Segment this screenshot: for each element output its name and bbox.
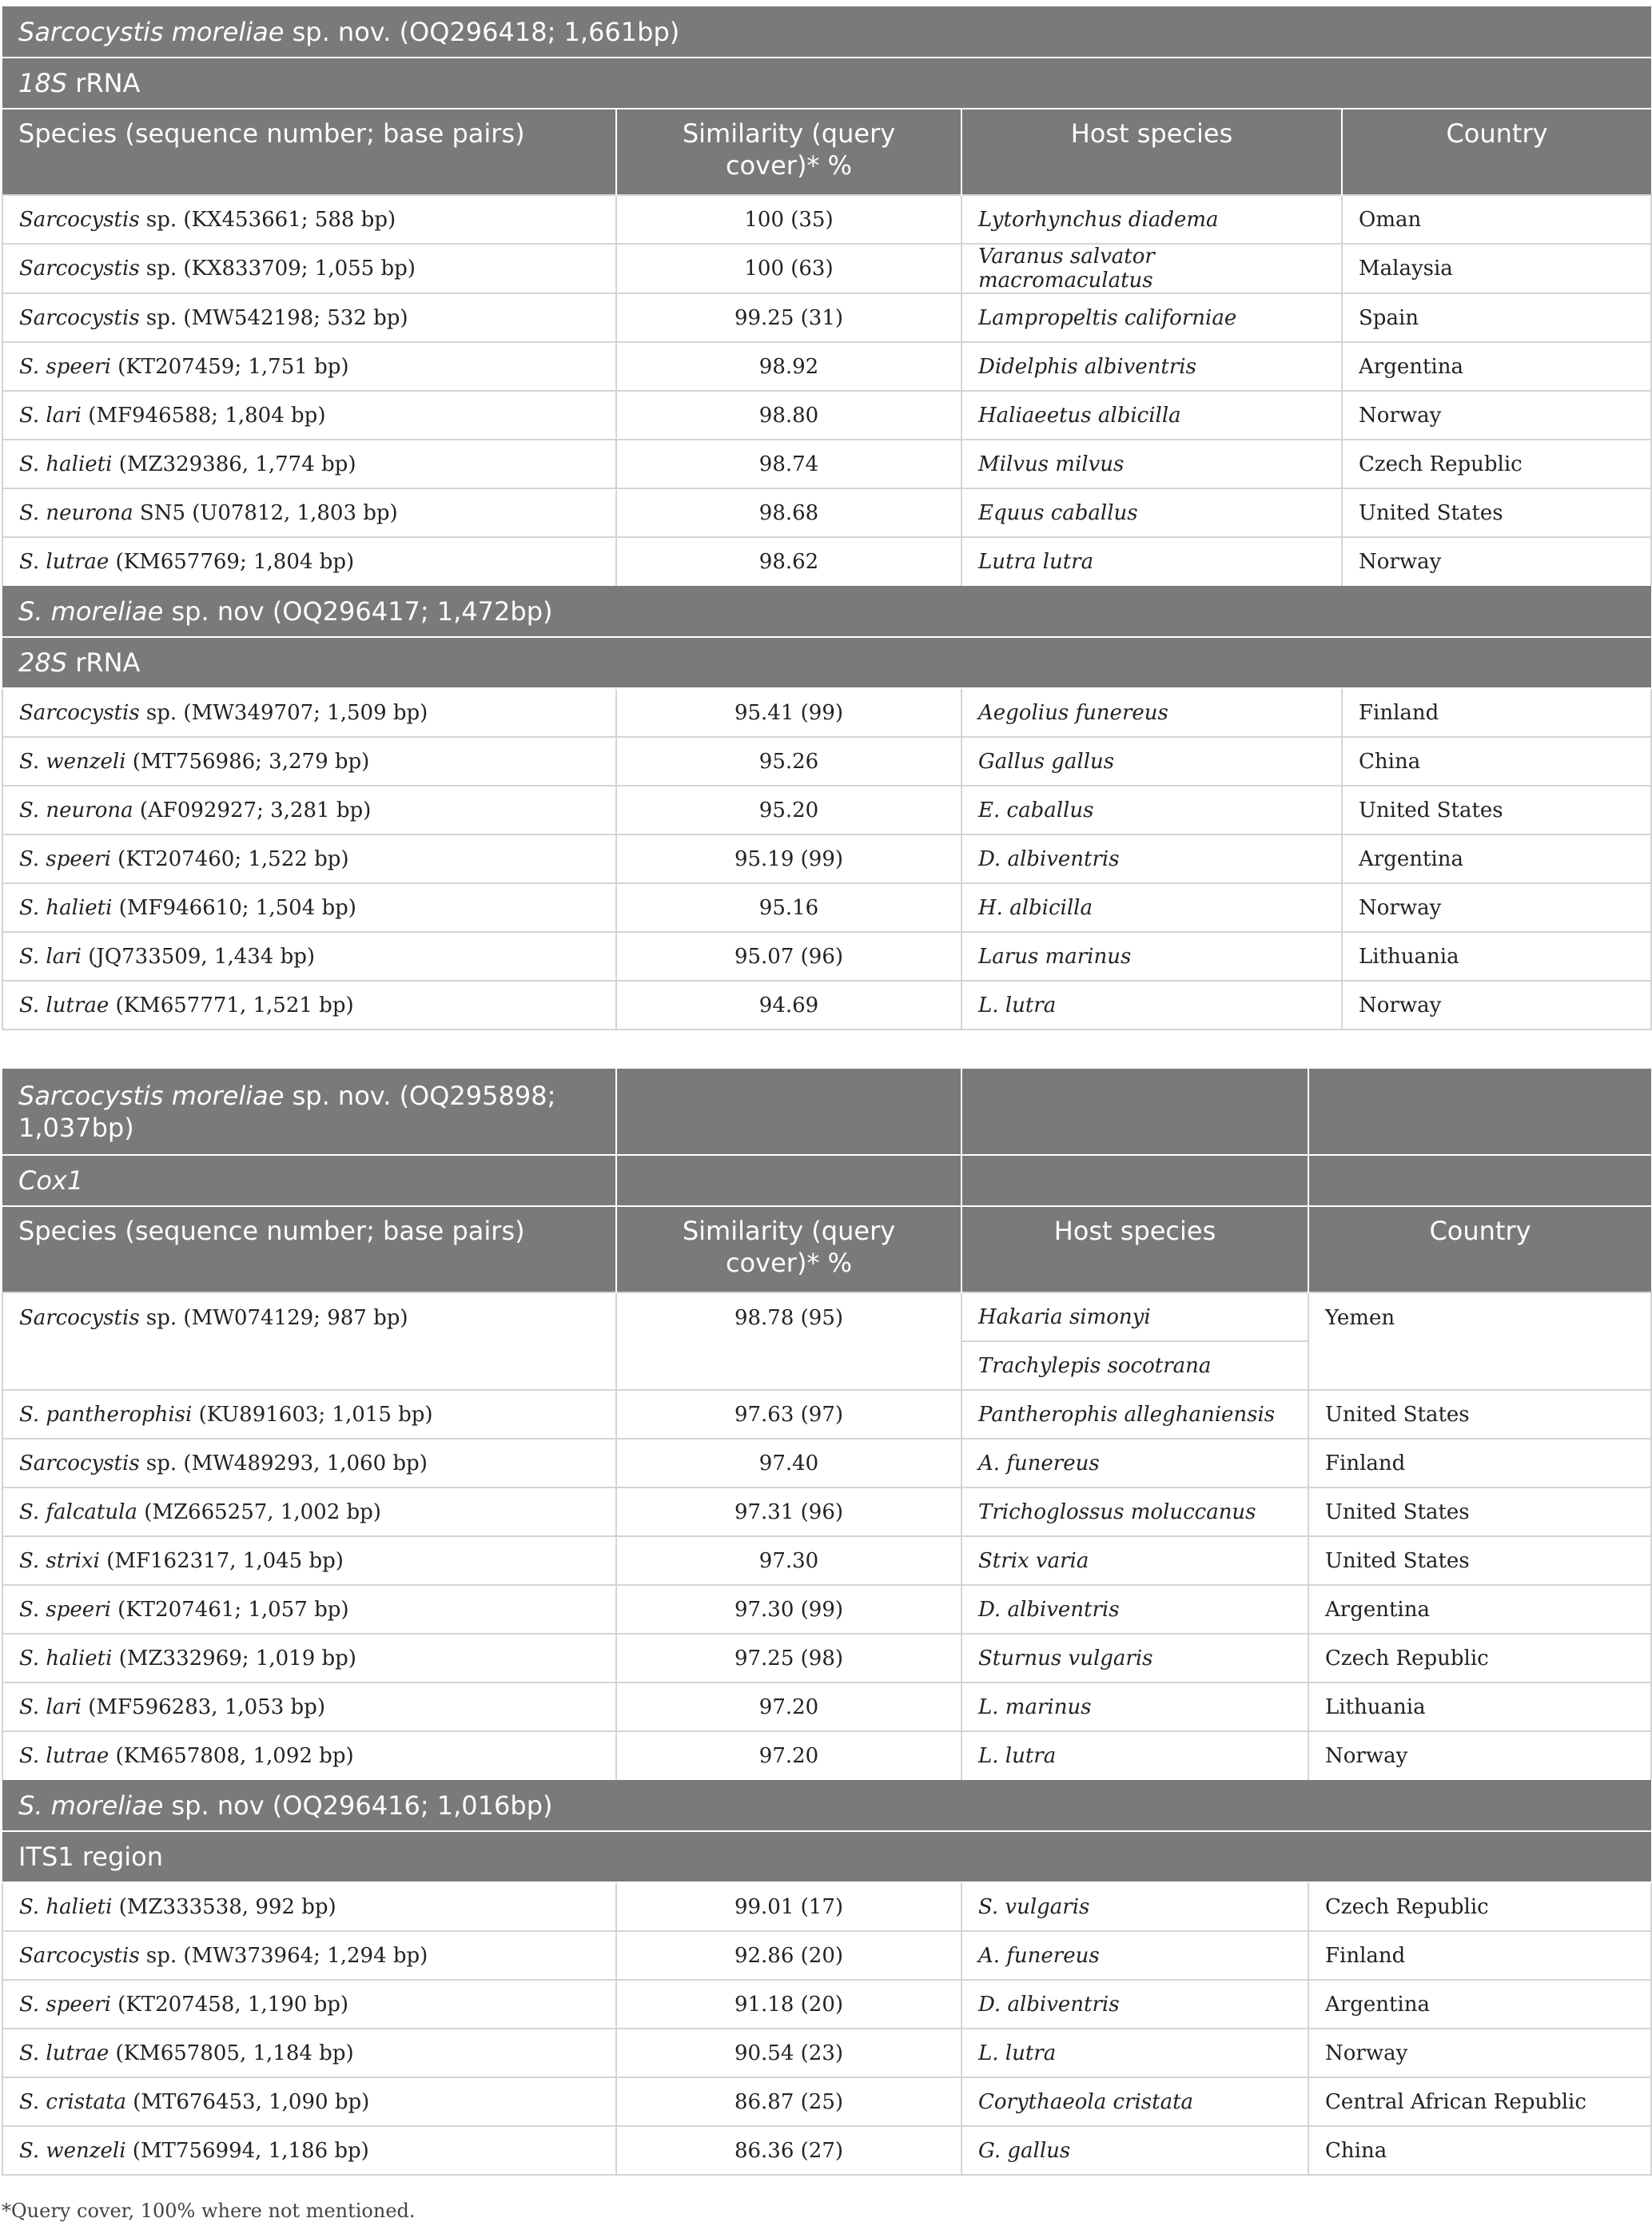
similarity-cell: 95.19 (99) <box>616 834 961 883</box>
host-cell: Larus marinus <box>961 932 1342 981</box>
country-cell: China <box>1308 2126 1651 2175</box>
title-species: Sarcocystis moreliae <box>18 16 285 47</box>
host-cell: L. lutra <box>961 981 1342 1029</box>
table-row <box>2 1390 1651 1439</box>
rows-cox1 <box>2 1390 1651 1780</box>
host-cell: Lutra lutra <box>961 537 1342 586</box>
country-cell: Yemen <box>1308 1292 1651 1390</box>
gene-rest: rRNA <box>67 647 141 678</box>
host-cell: Didelphis albiventris <box>961 342 1342 391</box>
species-italic: S. lari <box>19 1694 82 1719</box>
host-cell: Sturnus vulgaris <box>961 1634 1308 1682</box>
species-italic: S. speeri <box>19 1992 111 2017</box>
col-similarity-header: Similarity (query cover)* % <box>616 109 961 195</box>
species-italic: S. speeri <box>19 1597 111 1622</box>
gene-name: 28S <box>18 647 68 678</box>
species-cell <box>2 2077 616 2126</box>
species-italic: S. neurona <box>19 500 133 525</box>
host-cell: Aegolius funereus <box>961 688 1342 737</box>
table-row <box>2 834 1651 883</box>
country-cell: Norway <box>1308 2029 1651 2077</box>
similarity-cell: 94.69 <box>616 981 961 1029</box>
species-cell <box>2 1536 616 1585</box>
similarity-cell: 98.68 <box>616 488 961 537</box>
similarity-cell: 98.92 <box>616 342 961 391</box>
table-row <box>2 293 1651 342</box>
species-cell <box>2 195 616 244</box>
species-cell <box>2 537 616 586</box>
similarity-cell: 98.78 (95) <box>616 1292 961 1390</box>
section-cox1-row <box>2 1155 1651 1206</box>
host-cell: Trichoglossus moluccanus <box>961 1487 1308 1536</box>
similarity-cell: 97.31 (96) <box>616 1487 961 1536</box>
similarity-cell: 98.62 <box>616 537 961 586</box>
species-rest: SN5 (U07812, 1,803 bp) <box>133 500 398 525</box>
table-row <box>2 440 1651 488</box>
species-cell <box>2 786 616 834</box>
species-cell <box>2 244 616 293</box>
table-row <box>2 786 1651 834</box>
host-cell: L. marinus <box>961 1682 1308 1731</box>
title-rest: sp. nov. (OQ296418; 1,661bp) <box>284 16 680 47</box>
species-italic: S. wenzeli <box>19 2138 126 2163</box>
table-row <box>2 1980 1651 2029</box>
table-row <box>2 2077 1651 2126</box>
country-cell: Argentina <box>1342 342 1651 391</box>
species-rest: sp. (MW373964; 1,294 bp) <box>139 1943 428 1968</box>
section-18s-label <box>2 58 1651 109</box>
section2-rest: sp. nov (OQ296417; 1,472bp) <box>163 595 553 627</box>
table-row <box>2 1439 1651 1487</box>
table-row <box>2 1931 1651 1980</box>
species-cell <box>2 688 616 737</box>
section-its1-title <box>2 1780 1651 1831</box>
species-italic: S. lari <box>19 944 82 969</box>
species-cell <box>2 391 616 440</box>
table-row <box>2 244 1651 293</box>
species-italic: S. pantherophisi <box>19 1402 193 1427</box>
species-rest: (MZ329386, 1,774 bp) <box>112 452 356 476</box>
similarity-cell: 98.80 <box>616 391 961 440</box>
table-row <box>2 488 1651 537</box>
species-cell <box>2 293 616 342</box>
species-rest: sp. (KX453661; 588 bp) <box>139 207 396 232</box>
similarity-cell: 95.20 <box>616 786 961 834</box>
species-italic: Sarcocystis <box>19 1451 140 1475</box>
section-28s-title-row <box>2 586 1651 637</box>
footnote: *Query cover, 100% where not mentioned. <box>2 2200 416 2222</box>
species-italic: Sarcocystis <box>19 257 140 281</box>
species-rest: (KT207458, 1,190 bp) <box>110 1992 349 2017</box>
species-italic: S. lutrae <box>19 2041 109 2065</box>
col-species-header: Species (sequence number; base pairs) <box>2 1206 616 1292</box>
host-cell: L. lutra <box>961 1731 1308 1780</box>
species-rest: (MT676453, 1,090 bp) <box>125 2089 370 2114</box>
species-rest: (MZ665257, 1,002 bp) <box>137 1499 381 1524</box>
section-28s-title <box>2 586 1651 637</box>
species-rest: (MF946588; 1,804 bp) <box>81 403 326 428</box>
col-similarity-header: Similarity (query cover)* % <box>616 1206 961 1292</box>
rows-18s <box>2 195 1651 586</box>
col-host-header: Host species <box>961 1206 1308 1292</box>
species-italic: S. lutrae <box>19 550 109 574</box>
section-its1-row <box>2 1831 1651 1882</box>
table-row <box>2 1536 1651 1585</box>
host-cell: A. funereus <box>961 1931 1308 1980</box>
species-rest: (MF596283, 1,053 bp) <box>81 1694 325 1719</box>
host-cell: Lytorhynchus diadema <box>961 195 1342 244</box>
species-rest: (MT756994, 1,186 bp) <box>125 2138 369 2163</box>
table1-title <box>2 6 1651 58</box>
country-cell: Norway <box>1308 1731 1651 1780</box>
species-italic: Sarcocystis <box>19 207 140 232</box>
similarity-cell: 97.20 <box>616 1731 961 1780</box>
species-rest: (KT207459; 1,751 bp) <box>110 354 349 379</box>
country-cell: China <box>1342 737 1651 786</box>
section-28s-label <box>2 637 1651 688</box>
country-cell: Czech Republic <box>1342 440 1651 488</box>
species-cell <box>2 342 616 391</box>
table-row <box>2 1585 1651 1634</box>
host-cell: D. albiventris <box>961 1585 1308 1634</box>
table-row <box>2 195 1651 244</box>
table2-title <box>2 1069 616 1155</box>
section-28s-row <box>2 637 1651 688</box>
section-18s-row <box>2 58 1651 109</box>
country-cell: Czech Republic <box>1308 1634 1651 1682</box>
country-cell: Oman <box>1342 195 1651 244</box>
host-cell: D. albiventris <box>961 1980 1308 2029</box>
species-italic: S. wenzeli <box>19 749 126 774</box>
host-cell: S. vulgaris <box>961 1882 1308 1931</box>
species-cell <box>2 1980 616 2029</box>
gene-name: Cox1 <box>18 1165 84 1196</box>
host-cell: Milvus milvus <box>961 440 1342 488</box>
table-row <box>2 2029 1651 2077</box>
host-cell: Hakaria simonyi <box>961 1292 1308 1341</box>
similarity-cell: 100 (63) <box>616 244 961 293</box>
similarity-cell: 95.41 (99) <box>616 688 961 737</box>
country-cell: United States <box>1342 786 1651 834</box>
country-cell: Argentina <box>1308 1585 1651 1634</box>
table-row <box>2 537 1651 586</box>
host-cell: Pantherophis alleghaniensis <box>961 1390 1308 1439</box>
species-cell <box>2 834 616 883</box>
species-italic: S. halieti <box>19 1646 113 1671</box>
section-empty-cell <box>1308 1155 1651 1206</box>
similarity-cell: 97.40 <box>616 1439 961 1487</box>
species-cell <box>2 1390 616 1439</box>
host-cell: Corythaeola cristata <box>961 2077 1308 2126</box>
col-species-header: Species (sequence number; base pairs) <box>2 109 616 195</box>
col-host-header: Host species <box>961 109 1342 195</box>
section2-rest: sp. nov (OQ296416; 1,016bp) <box>163 1790 553 1821</box>
similarity-cell: 97.25 (98) <box>616 1634 961 1682</box>
species-italic: S. falcatula <box>19 1499 137 1524</box>
section-its1-label: ITS1 region <box>2 1831 1651 1882</box>
species-rest: sp. (KX833709; 1,055 bp) <box>139 257 416 281</box>
country-cell: Malaysia <box>1342 244 1651 293</box>
species-rest: (KT207460; 1,522 bp) <box>110 846 349 871</box>
table-row <box>2 737 1651 786</box>
title-empty-cell <box>961 1069 1308 1155</box>
similarity-cell: 92.86 (20) <box>616 1931 961 1980</box>
host-cell: Lampropeltis californiae <box>961 293 1342 342</box>
table2-title-row <box>2 1069 1651 1155</box>
species-cell <box>2 1931 616 1980</box>
similarity-cell: 91.18 (20) <box>616 1980 961 2029</box>
species-rest: (JQ733509, 1,434 bp) <box>81 944 316 969</box>
gene-name: 18S <box>18 68 68 98</box>
species-italic: S. speeri <box>19 354 111 379</box>
title-empty-cell <box>1308 1069 1651 1155</box>
host-cell: G. gallus <box>961 2126 1308 2175</box>
species-cell <box>2 1882 616 1931</box>
title-species: Sarcocystis moreliae <box>18 1080 285 1111</box>
table-row <box>2 1292 1651 1341</box>
species-rest: (MT756986; 3,279 bp) <box>125 749 370 774</box>
species-cell <box>2 1634 616 1682</box>
table-cox1-its1 <box>2 1069 1652 2176</box>
host-cell: Varanus salvator macromaculatus <box>961 244 1342 293</box>
species-italic: Sarcocystis <box>19 700 140 725</box>
species-cell <box>2 1439 616 1487</box>
country-cell: Spain <box>1342 293 1651 342</box>
similarity-cell: 86.87 (25) <box>616 2077 961 2126</box>
species-cell <box>2 2029 616 2077</box>
similarity-cell: 90.54 (23) <box>616 2029 961 2077</box>
species-italic: Sarcocystis <box>19 1943 140 1968</box>
country-cell: Finland <box>1308 1931 1651 1980</box>
species-rest: (AF092927; 3,281 bp) <box>133 798 372 822</box>
host-cell: H. albicilla <box>961 883 1342 932</box>
country-cell: United States <box>1342 488 1651 537</box>
species-rest: (MF162317, 1,045 bp) <box>99 1548 344 1573</box>
table-row <box>2 932 1651 981</box>
country-cell: Finland <box>1308 1439 1651 1487</box>
host-cell: D. albiventris <box>961 834 1342 883</box>
species-italic: Sarcocystis <box>19 305 140 330</box>
species-rest: sp. (MW349707; 1,509 bp) <box>139 700 428 725</box>
col-country-header: Country <box>1342 109 1651 195</box>
species-cell <box>2 932 616 981</box>
species-italic: S. strixi <box>19 1548 100 1573</box>
species-italic: S. lutrae <box>19 993 109 1017</box>
table1-header-row <box>2 109 1651 195</box>
species-rest: (MZ332969; 1,019 bp) <box>112 1646 356 1671</box>
similarity-cell: 99.25 (31) <box>616 293 961 342</box>
table-row <box>2 1682 1651 1731</box>
country-cell: Norway <box>1342 391 1651 440</box>
host-cell: Haliaeetus albicilla <box>961 391 1342 440</box>
section-cox1-label <box>2 1155 616 1206</box>
species-italic: S. lutrae <box>19 1744 109 1768</box>
species-italic: S. halieti <box>19 1894 113 1919</box>
species-cell <box>2 1487 616 1536</box>
rows-its1 <box>2 1882 1651 2175</box>
section2-species: S. moreliae <box>18 1790 164 1821</box>
table-row <box>2 342 1651 391</box>
country-cell: United States <box>1308 1390 1651 1439</box>
country-cell: Lithuania <box>1342 932 1651 981</box>
host-cell: E. caballus <box>961 786 1342 834</box>
section2-species: S. moreliae <box>18 595 164 627</box>
country-cell: Lithuania <box>1308 1682 1651 1731</box>
species-italic: S. halieti <box>19 452 113 476</box>
table-row <box>2 391 1651 440</box>
species-italic: S. halieti <box>19 895 113 920</box>
species-cell <box>2 1292 616 1390</box>
species-cell <box>2 981 616 1029</box>
similarity-cell: 97.20 <box>616 1682 961 1731</box>
similarity-cell: 99.01 (17) <box>616 1882 961 1931</box>
species-rest: (KM657769; 1,804 bp) <box>109 550 355 574</box>
table-18s-28s <box>2 6 1652 1030</box>
similarity-cell: 97.30 <box>616 1536 961 1585</box>
country-cell: Central African Republic <box>1308 2077 1651 2126</box>
country-cell: United States <box>1308 1487 1651 1536</box>
host-cell: Strix varia <box>961 1536 1308 1585</box>
table-row <box>2 1487 1651 1536</box>
species-rest: sp. (MW489293, 1,060 bp) <box>139 1451 428 1475</box>
table-row <box>2 1731 1651 1780</box>
species-italic: S. cristata <box>19 2089 126 2114</box>
similarity-cell: 98.74 <box>616 440 961 488</box>
title-empty-cell <box>616 1069 961 1155</box>
species-italic: S. speeri <box>19 846 111 871</box>
species-rest: (KT207461; 1,057 bp) <box>110 1597 349 1622</box>
gene-rest: rRNA <box>67 68 141 98</box>
table1-title-row <box>2 6 1651 58</box>
table-row <box>2 981 1651 1029</box>
species-italic: Sarcocystis <box>19 1306 140 1330</box>
host-cell: A. funereus <box>961 1439 1308 1487</box>
section-empty-cell <box>616 1155 961 1206</box>
host-cell: Equus caballus <box>961 488 1342 537</box>
species-cell <box>2 1731 616 1780</box>
section-its1-title-row <box>2 1780 1651 1831</box>
country-cell: Norway <box>1342 537 1651 586</box>
species-rest: (MF946610; 1,504 bp) <box>112 895 356 920</box>
species-cell <box>2 1682 616 1731</box>
species-rest: (KM657771, 1,521 bp) <box>109 993 354 1017</box>
species-rest: (MZ333538, 992 bp) <box>112 1894 336 1919</box>
species-cell <box>2 2126 616 2175</box>
species-rest: sp. (MW542198; 532 bp) <box>139 305 408 330</box>
host-cell: L. lutra <box>961 2029 1308 2077</box>
table2-header-row <box>2 1206 1651 1292</box>
host-cell: Trachylepis socotrana <box>961 1341 1308 1390</box>
host-cell: Gallus gallus <box>961 737 1342 786</box>
species-cell <box>2 883 616 932</box>
table-row <box>2 1882 1651 1931</box>
species-cell <box>2 488 616 537</box>
species-cell <box>2 737 616 786</box>
similarity-cell: 86.36 (27) <box>616 2126 961 2175</box>
section-empty-cell <box>961 1155 1308 1206</box>
table-row <box>2 1634 1651 1682</box>
species-cell <box>2 440 616 488</box>
similarity-cell: 95.26 <box>616 737 961 786</box>
table-row <box>2 2126 1651 2175</box>
species-rest: (KM657808, 1,092 bp) <box>109 1744 354 1768</box>
country-cell: Norway <box>1342 883 1651 932</box>
rows-28s <box>2 688 1651 1029</box>
country-cell: Finland <box>1342 688 1651 737</box>
country-cell: Argentina <box>1342 834 1651 883</box>
country-cell: Norway <box>1342 981 1651 1029</box>
table-row <box>2 688 1651 737</box>
species-rest: (KU891603; 1,015 bp) <box>192 1402 433 1427</box>
country-cell: United States <box>1308 1536 1651 1585</box>
table-row <box>2 883 1651 932</box>
similarity-cell: 95.16 <box>616 883 961 932</box>
title-rest: sp. nov. (OQ295898; 1,037bp) <box>18 1080 556 1143</box>
similarity-cell: 97.30 (99) <box>616 1585 961 1634</box>
species-italic: S. lari <box>19 403 82 428</box>
country-cell: Argentina <box>1308 1980 1651 2029</box>
col-country-header: Country <box>1308 1206 1651 1292</box>
similarity-cell: 100 (35) <box>616 195 961 244</box>
species-rest: (KM657805, 1,184 bp) <box>109 2041 354 2065</box>
species-rest: sp. (MW074129; 987 bp) <box>139 1306 408 1330</box>
species-cell <box>2 1585 616 1634</box>
species-italic: S. neurona <box>19 798 133 822</box>
similarity-cell: 97.63 (97) <box>616 1390 961 1439</box>
similarity-cell: 95.07 (96) <box>616 932 961 981</box>
country-cell: Czech Republic <box>1308 1882 1651 1931</box>
